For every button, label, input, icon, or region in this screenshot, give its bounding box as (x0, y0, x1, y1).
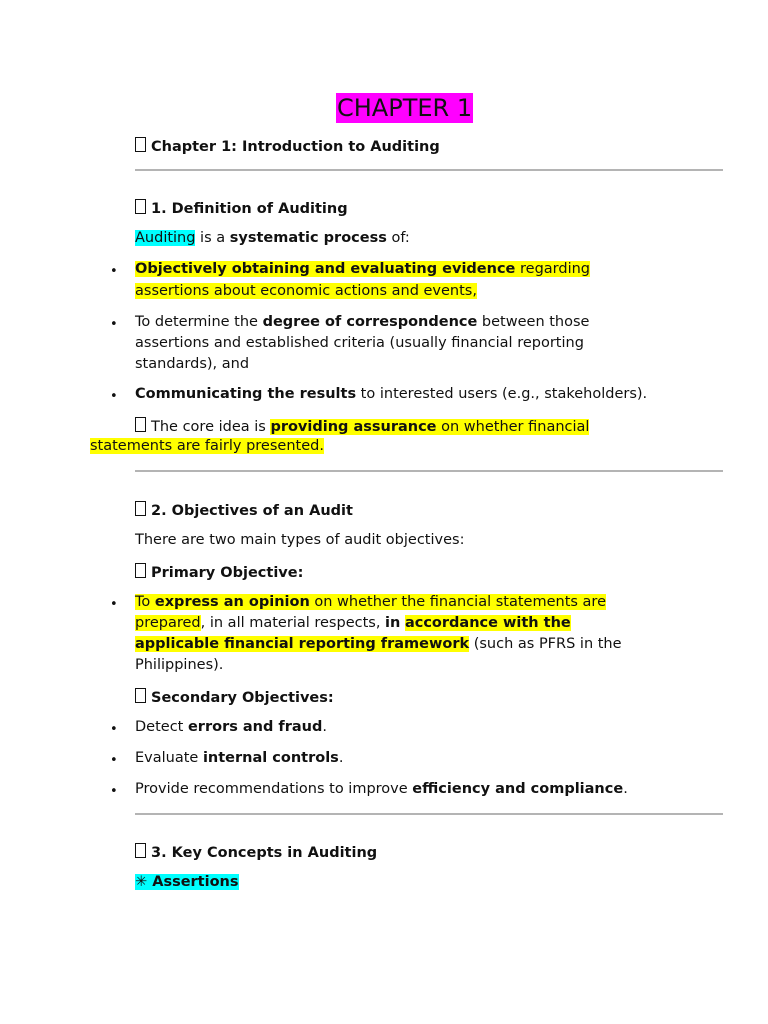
core-pre: The core idea is (151, 419, 271, 435)
section-2-heading-line (135, 501, 353, 519)
definition-intro (135, 230, 410, 246)
bullet-marker: • (110, 264, 118, 279)
primary-bold: express an opinion (154, 594, 310, 610)
s3-pre: Provide recommendations to improve (135, 781, 413, 797)
section-2-heading: 2. Objectives of an Audit (151, 503, 353, 519)
core-idea-line-2 (90, 438, 324, 454)
placeholder-glyph-icon (135, 417, 146, 432)
definition-bullet-3 (135, 386, 647, 402)
core-line-2: statements are fairly presented. (90, 438, 324, 454)
s1-bold: errors and fraud (187, 719, 323, 735)
placeholder-glyph-icon (135, 137, 146, 152)
section-divider (135, 470, 723, 472)
bullet-2-bold: degree of correspondence (262, 314, 478, 330)
bullet-marker: • (110, 317, 118, 332)
core-bold: providing assurance (270, 419, 437, 435)
asterisk-icon: ✳ (135, 874, 148, 890)
primary-c: on whether the financial statements are (309, 594, 606, 610)
definition-bullet-1-line-1 (135, 261, 590, 277)
primary-accordance: accordance with the (404, 615, 571, 631)
core-rest: on whether financial (436, 419, 590, 435)
definition-bullet-1-line-2 (135, 283, 477, 299)
chapter-title: CHAPTER 1 (337, 94, 473, 122)
section-divider (135, 169, 723, 171)
intro-end: of: (386, 230, 410, 246)
definition-bullet-2-line-2: assertions and established criteria (usually financial reporting (135, 335, 584, 351)
secondary-item-3 (135, 781, 628, 797)
primary-line-4: Philippines). (135, 657, 224, 673)
placeholder-glyph-icon (135, 501, 146, 516)
bullet-2-pre: To determine the (135, 314, 263, 330)
primary-objective-heading-line (135, 563, 303, 581)
secondary-objectives-heading-line (135, 688, 334, 706)
bullet-marker: • (110, 389, 118, 404)
primary-line-1 (135, 594, 606, 610)
primary-rest: (such as PFRS in the (469, 636, 622, 652)
section-1-heading-line (135, 199, 348, 217)
bullet-marker: • (110, 784, 118, 799)
definition-bullet-2-line-1 (135, 314, 589, 330)
intro-bold: systematic process (229, 230, 387, 246)
bullet-3-rest: to interested users (e.g., stakeholders). (356, 386, 648, 402)
section-1-heading: 1. Definition of Auditing (151, 201, 348, 217)
secondary-objectives-heading: Secondary Objectives: (151, 690, 334, 706)
primary-in: in (385, 615, 401, 631)
intro-text: is a (195, 230, 230, 246)
secondary-item-2 (135, 750, 343, 766)
placeholder-glyph-icon (135, 199, 146, 214)
section-3-heading: 3. Key Concepts in Auditing (151, 845, 378, 861)
chapter-subtitle-line (135, 137, 440, 155)
core-idea-line-1 (135, 417, 589, 435)
section-divider (135, 813, 723, 815)
section-3-heading-line (135, 843, 377, 861)
primary-framework: applicable financial reporting framework (135, 636, 470, 652)
bullet-marker: • (110, 753, 118, 768)
placeholder-glyph-icon (135, 843, 146, 858)
s2-pre: Evaluate (135, 750, 203, 766)
bullet-2-post: between those (477, 314, 590, 330)
bullet-3-bold: Communicating the results (135, 386, 357, 402)
bullet-marker: • (110, 597, 118, 612)
objectives-intro: There are two main types of audit objectives: (135, 532, 465, 548)
s1-pre: Detect (135, 719, 188, 735)
s2-post: . (338, 750, 344, 766)
auditing-term: Auditing (135, 230, 196, 246)
bullet-marker: • (110, 722, 118, 737)
definition-bullet-2-line-3: standards), and (135, 356, 250, 372)
primary-line-2 (135, 615, 571, 631)
primary-line-3 (135, 636, 622, 652)
s3-bold: efficiency and compliance (412, 781, 624, 797)
primary-objective-heading: Primary Objective: (151, 565, 304, 581)
s1-post: . (322, 719, 327, 735)
placeholder-glyph-icon (135, 688, 146, 703)
primary-a: To (135, 594, 155, 610)
primary-prepared: prepared (135, 615, 201, 631)
bullet-1-line-2: assertions about economic actions and events, (135, 283, 477, 299)
s2-bold: internal controls (202, 750, 339, 766)
primary-b: , in all material respects, (200, 615, 386, 631)
chapter-subtitle: Chapter 1: Introduction to Auditing (151, 139, 440, 155)
assertions-heading (135, 874, 239, 890)
assertions-label: Assertions (152, 874, 239, 890)
s3-post: . (623, 781, 628, 797)
placeholder-glyph-icon (135, 563, 146, 578)
bullet-1-rest: regarding (515, 261, 591, 277)
secondary-item-1 (135, 719, 327, 735)
bullet-1-bold: Objectively obtaining and evaluating evidence (135, 261, 516, 277)
